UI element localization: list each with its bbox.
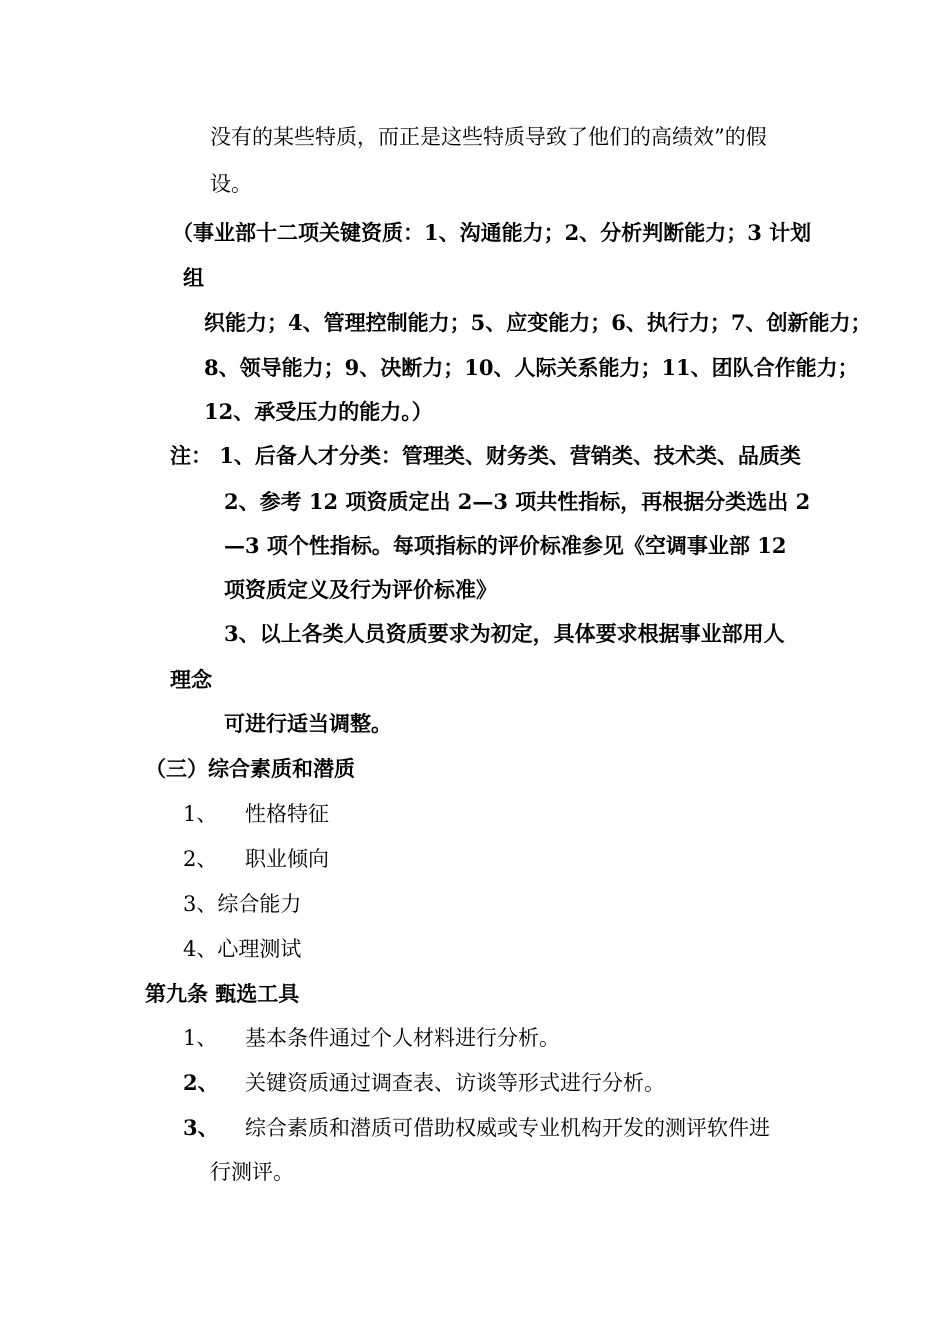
item-text: 性格特征 <box>245 802 329 826</box>
article-nine-item <box>183 1024 560 1052</box>
section-three-item <box>183 845 329 873</box>
item-text: 综合素质和潜质可借助权威或专业机构开发的测评软件进 <box>245 1116 770 1140</box>
item-text: 关键资质通过调查表、访谈等形式进行分析。 <box>245 1071 665 1095</box>
intro-line-2: 设。 <box>210 172 252 196</box>
item-text: 基本条件通过个人材料进行分析。 <box>245 1026 560 1050</box>
key-qualities-line-1: （事业部十二项关键资质：1、沟通能力；2、分析判断能力；3 计划 <box>172 220 812 245</box>
key-qualities-line-3: 织能力；4、管理控制能力；5、应变能力；6、执行力；7、创新能力； <box>204 310 872 335</box>
key-qualities-line-2: 组 <box>183 265 204 290</box>
notes-line-3: —3 项个性指标。每项指标的评价标准参见《空调事业部 12 <box>224 533 787 558</box>
key-qualities-line-4: 8、领导能力；9、决断力；10、人际关系能力；11、团队合作能力； <box>204 355 859 380</box>
notes-line-7: 可进行适当调整。 <box>224 711 392 736</box>
notes-line-1: 注： 1、后备人才分类：管理类、财务类、营销类、技术类、品质类 <box>170 443 801 468</box>
item-number: 1、 <box>183 802 218 826</box>
article-nine-item <box>183 1069 665 1097</box>
section-three-item <box>183 935 301 963</box>
section-three-item <box>183 890 301 918</box>
article-nine-heading: 第九条 甄选工具 <box>145 981 300 1006</box>
notes-line-6: 理念 <box>170 667 212 692</box>
item-number: 1、 <box>183 1026 218 1050</box>
notes-line-5: 3、以上各类人员资质要求为初定，具体要求根据事业部用人 <box>224 621 785 646</box>
item-text: 4、心理测试 <box>183 937 302 961</box>
intro-line-1: 没有的某些特质，而正是这些特质导致了他们的高绩效”的假 <box>210 125 767 149</box>
notes-line-4: 项资质定义及行为评价标准》 <box>224 577 497 602</box>
item-number: 2、 <box>183 1070 219 1095</box>
section-three-heading: （三）综合素质和潜质 <box>145 756 355 781</box>
item-number: 3、 <box>183 1115 219 1140</box>
item-text: 行测评。 <box>210 1160 294 1184</box>
key-qualities-line-5: 12、承受压力的能力。） <box>204 399 433 424</box>
article-nine-item <box>183 1114 770 1142</box>
section-three-item <box>183 800 329 828</box>
article-nine-item-continuation <box>210 1158 294 1186</box>
item-text: 3、综合能力 <box>183 892 302 916</box>
notes-line-2: 2、参考 12 项资质定出 2—3 项共性指标，再根据分类选出 2 <box>224 489 811 514</box>
item-text: 职业倾向 <box>245 847 329 871</box>
item-number: 2、 <box>183 847 218 871</box>
